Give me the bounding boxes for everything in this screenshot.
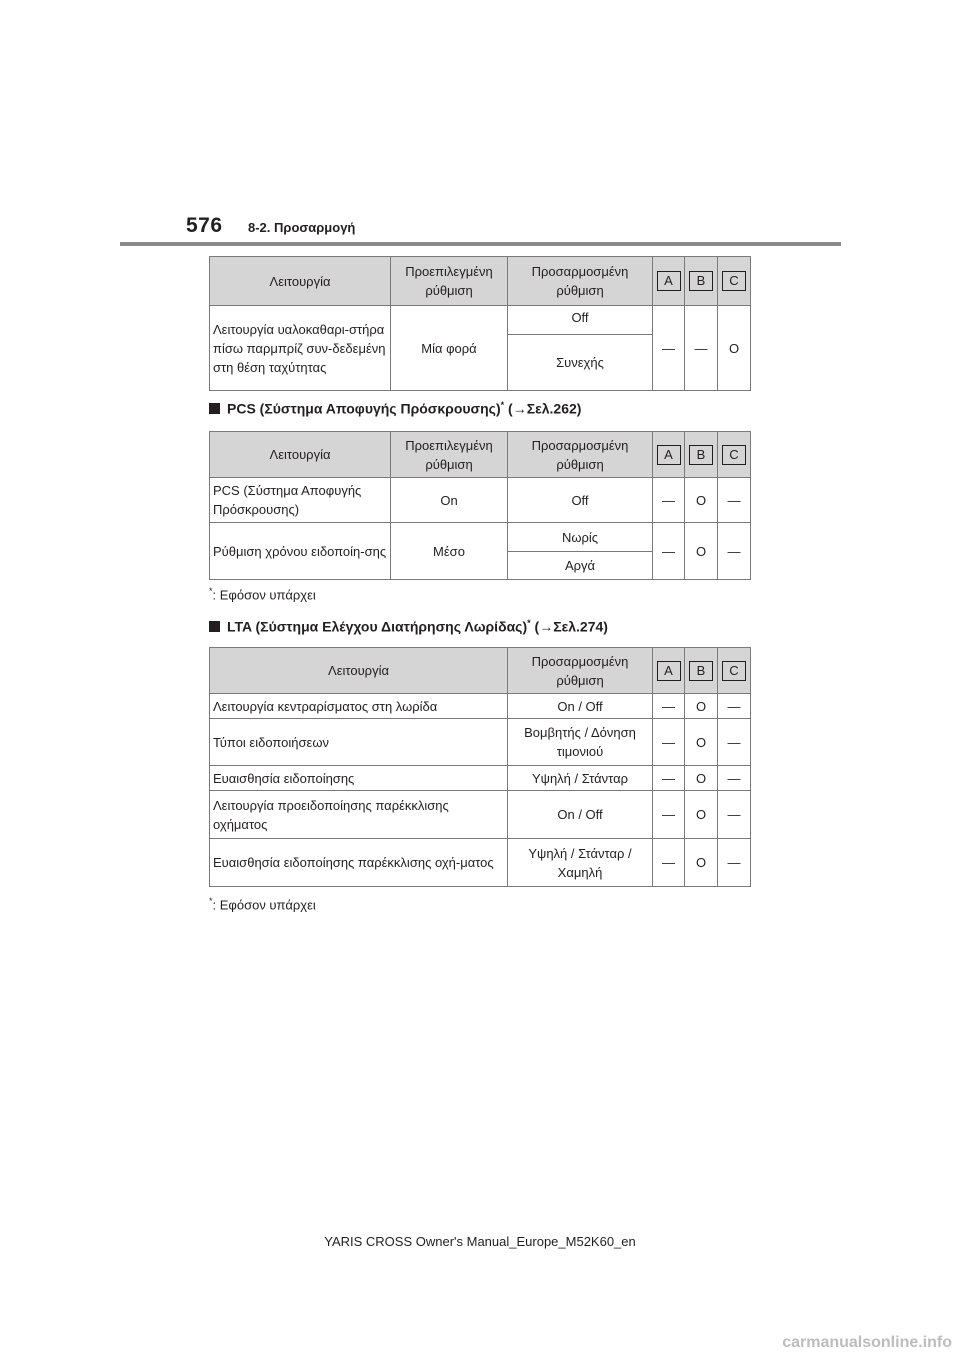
page-reference: Σελ.274 — [553, 618, 604, 635]
cell-custom: Βομβητής / Δόνηση τιμονιού — [508, 719, 653, 766]
header-c — [718, 648, 751, 694]
cell-c: — — [718, 839, 751, 887]
asterisk-mark: * — [500, 400, 505, 410]
cell-c: — — [718, 694, 751, 719]
pcs-footnote — [209, 586, 316, 602]
header-custom: Προσαρμοσμένη ρύθμιση — [508, 648, 653, 694]
cell-default: Μέσο — [391, 523, 508, 580]
page-number: 576 — [186, 214, 223, 237]
header-function: Λειτουργία — [210, 257, 391, 306]
cell-custom: Off — [508, 478, 653, 523]
table-row — [210, 719, 751, 766]
cell-custom: On / Off — [508, 791, 653, 839]
letter-b-box: B — [689, 271, 713, 291]
cell-c: O — [718, 306, 751, 391]
letter-c-box: C — [722, 271, 746, 291]
cell-default: On — [391, 478, 508, 523]
cell-a: — — [653, 478, 685, 523]
cell-a: — — [653, 839, 685, 887]
cell-c: — — [718, 478, 751, 523]
header-a — [653, 648, 685, 694]
table-row — [210, 523, 751, 552]
page-footer: YARIS CROSS Owner's Manual_Europe_M52K60_en — [324, 1234, 636, 1249]
cell-custom-2: Συνεχής — [508, 335, 653, 391]
cell-c: — — [718, 791, 751, 839]
letter-b-box: B — [689, 445, 713, 465]
letter-b-box: B — [689, 661, 713, 681]
header-b — [685, 648, 718, 694]
section-title: 8-2. Προσαρμογή — [248, 220, 356, 235]
pcs-heading: PCS (Σύστημα Αποφυγής Πρόσκρουσης)* (→Σελ.262) — [209, 400, 581, 417]
letter-c-box: C — [722, 445, 746, 465]
cell-custom-1: Νωρίς — [508, 523, 653, 552]
letter-a-box: A — [657, 445, 681, 465]
cell-a: — — [653, 694, 685, 719]
page-reference: Σελ.262 — [526, 400, 577, 417]
header-custom: Προσαρμοσμένη ρύθμιση — [508, 432, 653, 478]
cell-c: — — [718, 766, 751, 791]
cell-a: — — [653, 523, 685, 580]
cell-custom: Υψηλή / Στάνταρ — [508, 766, 653, 791]
pcs-title: PCS (Σύστημα Αποφυγής Πρόσκρουσης) — [227, 400, 501, 417]
cell-function: Λειτουργία υαλοκαθαρι-στήρα πίσω παρμπρίζ συν-δεδεμένη στη θέση ταχύτητας — [210, 306, 391, 391]
cell-b: O — [685, 694, 718, 719]
cell-function: PCS (Σύστημα Αποφυγής Πρόσκρουσης) — [210, 478, 391, 523]
arrow-right-icon: → — [539, 618, 554, 635]
bullet-square-icon — [209, 403, 220, 414]
header-divider — [120, 242, 841, 246]
cell-a: — — [653, 719, 685, 766]
table-row — [210, 791, 751, 839]
cell-a: — — [653, 791, 685, 839]
cell-function: Ευαισθησία ειδοποίησης — [210, 766, 508, 791]
header-default: Προεπιλεγμένη ρύθμιση — [391, 257, 508, 306]
asterisk-mark: * — [527, 618, 531, 628]
header-default: Προεπιλεγμένη ρύθμιση — [391, 432, 508, 478]
lta-heading: LTA (Σύστημα Ελέγχου Διατήρησης Λωρίδας)* (→Σελ.274) — [209, 618, 608, 635]
table-header-row — [210, 432, 751, 478]
cell-function: Ευαισθησία ειδοποίησης παρέκκλισης οχή-ματος — [210, 839, 508, 887]
header-a — [653, 432, 685, 478]
cell-b: O — [685, 478, 718, 523]
pcs-table — [209, 431, 751, 580]
header-c — [718, 257, 751, 306]
table-row — [210, 694, 751, 719]
lta-title: LTA (Σύστημα Ελέγχου Διατήρησης Λωρίδας) — [227, 618, 528, 635]
footnote-text: : Εφόσον υπάρχει — [212, 587, 316, 603]
bullet-square-icon — [209, 621, 220, 632]
asterisk-mark: * — [209, 586, 213, 596]
lta-footnote — [209, 896, 316, 912]
cell-a: — — [653, 766, 685, 791]
header-a — [653, 257, 685, 306]
cell-c: — — [718, 523, 751, 580]
cell-function: Ρύθμιση χρόνου ειδοποίη-σης — [210, 523, 391, 580]
header-function: Λειτουργία — [210, 432, 391, 478]
letter-a-box: A — [657, 661, 681, 681]
cell-function: Λειτουργία προειδοποίησης παρέκκλισης οχήματος — [210, 791, 508, 839]
cell-function: Τύποι ειδοποιήσεων — [210, 719, 508, 766]
header-b — [685, 257, 718, 306]
cell-custom: Υψηλή / Στάνταρ / Χαμηλή — [508, 839, 653, 887]
cell-c: — — [718, 719, 751, 766]
header-custom: Προσαρμοσμένη ρύθμιση — [508, 257, 653, 306]
cell-custom-2: Αργά — [508, 552, 653, 580]
header-b — [685, 432, 718, 478]
header-function: Λειτουργία — [210, 648, 508, 694]
table-row — [210, 478, 751, 523]
cell-b: O — [685, 766, 718, 791]
arrow-right-icon: → — [512, 400, 527, 417]
table-header-row — [210, 648, 751, 694]
letter-a-box: A — [657, 271, 681, 291]
table-row — [210, 306, 751, 335]
cell-b: O — [685, 719, 718, 766]
cell-b: O — [685, 523, 718, 580]
cell-function: Λειτουργία κεντραρίσματος στη λωρίδα — [210, 694, 508, 719]
cell-default: Μία φορά — [391, 306, 508, 391]
watermark: carmanualsonline.info — [782, 1334, 952, 1351]
table-row — [210, 766, 751, 791]
asterisk-mark: * — [209, 896, 213, 906]
cell-b: O — [685, 839, 718, 887]
footnote-text: : Εφόσον υπάρχει — [212, 897, 316, 913]
cell-custom: On / Off — [508, 694, 653, 719]
header-c — [718, 432, 751, 478]
cell-b: O — [685, 791, 718, 839]
cell-b: — — [685, 306, 718, 391]
table-row — [210, 839, 751, 887]
lta-table — [209, 647, 751, 887]
cell-custom-1: Off — [508, 306, 653, 335]
letter-c-box: C — [722, 661, 746, 681]
cell-a: — — [653, 306, 685, 391]
table-header-row — [210, 257, 751, 306]
rear-wiper-table — [209, 256, 751, 391]
